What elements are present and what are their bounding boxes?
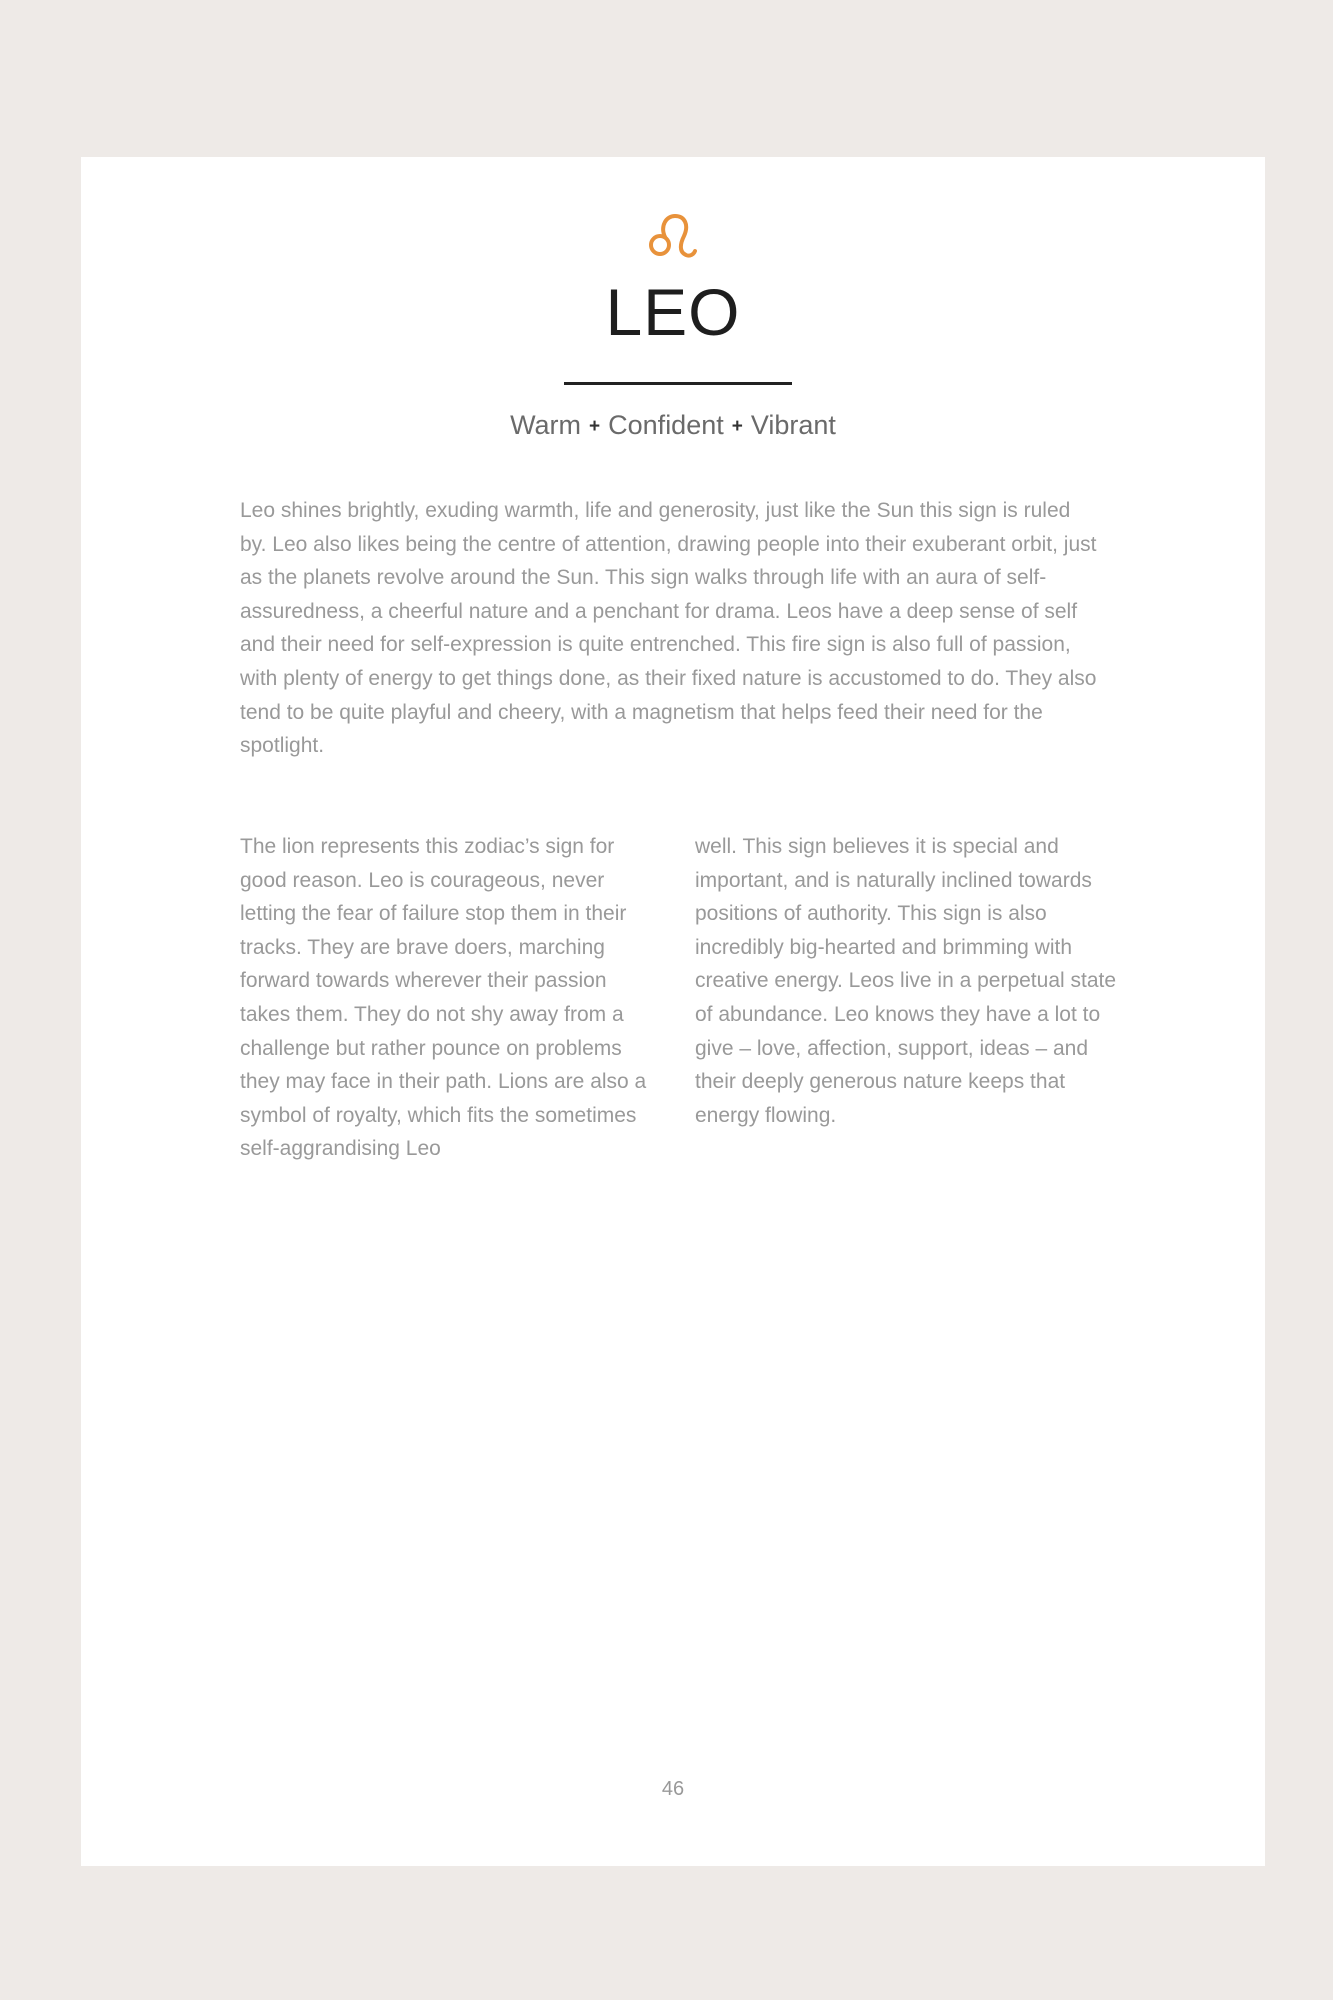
- leo-zodiac-icon: [648, 212, 698, 260]
- sign-keywords: [81, 409, 1265, 441]
- body-column-right: well. This sign believes it is special and important, and is naturally inclined towards positions of authority. This sign is also incredibly big-hearted and brimming with creative energy. Leos live in a perpetual state of abundance. Leo knows they have a lot to give – love, affection, support, ideas – and their deeply generous nature keeps that energy flowing.: [695, 835, 1117, 1127]
- keyword: Warm: [510, 410, 582, 440]
- page-number: 46: [661, 1778, 685, 1800]
- title-divider: [564, 382, 792, 385]
- keyword: Confident: [608, 410, 724, 440]
- book-page: [81, 157, 1265, 1866]
- intro-paragraph: Leo shines brightly, exuding warmth, life and generosity, just like the Sun this sign is ruled by. Leo also likes being the centre of attention, drawing people into their exuberant orbit, just as the planets revolve around the Sun. This sign walks through life with an aura of self-assuredness, a cheerful nature and a penchant for drama. Leos have a deep sense of self and their need for self-expression is quite entrenched. This fire sign is also full of passion, with plenty of energy to get things done, as their fixed nature is accustomed to do. They also tend to be quite playful and cheery, with a magnetism that helps feed their need for the spotlight.: [240, 499, 1097, 758]
- body-column-left: The lion represents this zodiac’s sign for good reason. Leo is courageous, never letting the fear of failure stop them in their tracks. They are brave doers, marching forward towards wherever their passion takes them. They do not shy away from a challenge but rather pounce on problems they may face in their path. Lions are also a symbol of royalty, which fits the sometimes self-aggrandising Leo: [240, 835, 647, 1161]
- keyword-separator: +: [731, 416, 743, 437]
- keyword-separator: +: [589, 416, 601, 437]
- leo-symbol: [81, 212, 1265, 264]
- page-title: LEO: [605, 275, 741, 349]
- keyword: Vibrant: [750, 410, 836, 440]
